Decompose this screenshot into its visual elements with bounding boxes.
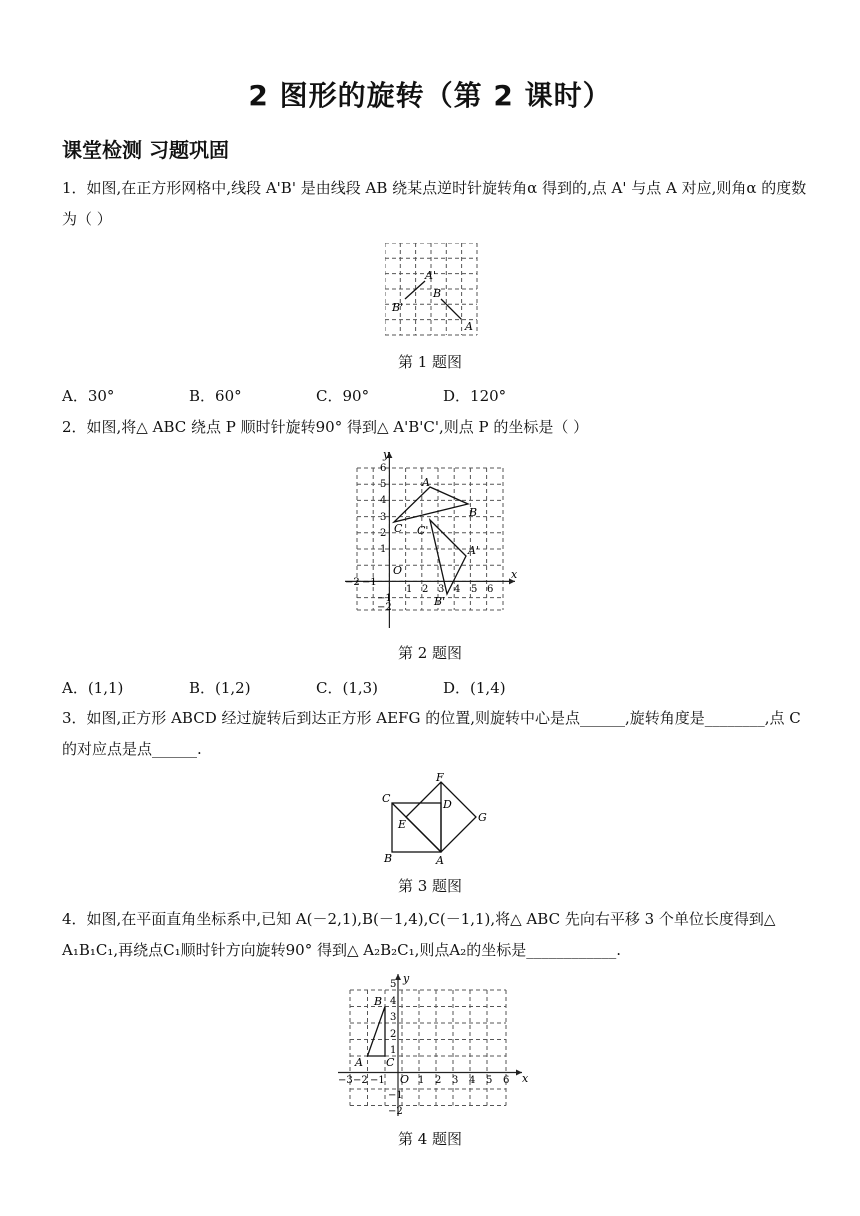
- choice-c[interactable]: C．90°: [316, 387, 370, 405]
- label-b: B: [433, 287, 442, 300]
- question-3-text: 3．如图,正方形 ABCD 经过旋转后到达正方形 AEFG 的位置,则旋转中心是点______,旋转角度是________,点 C 的对应点是点______.: [62, 709, 801, 758]
- label-g: G: [478, 811, 487, 824]
- label-a: A: [355, 1056, 363, 1069]
- label-b: B: [384, 852, 393, 865]
- question-2-text: 2．如图,将△ ABC 绕点 P 顺时针旋转90° 得到△ A'B'C',则点 P 的坐标是（ ）: [62, 418, 589, 436]
- choice-d[interactable]: D．120°: [443, 387, 507, 405]
- label-f: F: [436, 771, 444, 784]
- x-axis-label: x: [522, 1072, 529, 1085]
- label-c: C: [386, 1056, 395, 1069]
- x-tick: −2: [345, 577, 360, 588]
- x-tick: 3: [438, 584, 445, 595]
- question-4-text: 4．如图,在平面直角坐标系中,已知 A(－2,1),B(－1,4),C(－1,1),将△ ABC 先向右平移 3 个单位长度得到△ A₁B₁C₁,再绕点C₁顺时针方向旋转90° 得到△ A₂B₂C₁,则点A₂的坐标是____________.: [62, 910, 776, 959]
- figure-3-squares: [378, 770, 490, 866]
- y-tick: 5: [380, 479, 387, 490]
- figure-4-caption: 第 4 题图: [397, 1130, 463, 1148]
- y-tick: 2: [380, 528, 387, 539]
- y-axis-label: y: [383, 448, 390, 461]
- x-tick: 1: [418, 1075, 425, 1086]
- y-tick: −2: [388, 1106, 403, 1117]
- triangle-abc: [368, 1007, 386, 1057]
- label-a-prime: A': [468, 544, 479, 557]
- figure-2-coordinate-grid: [343, 448, 523, 630]
- page-title: 2 图形的旋转（第 2 课时）: [248, 79, 612, 112]
- choice-c[interactable]: C．(1,3): [316, 679, 379, 697]
- y-tick: 2: [390, 1029, 397, 1040]
- label-a-prime: A': [425, 269, 436, 282]
- question-2-choices: [62, 677, 570, 698]
- choice-b[interactable]: B．60°: [189, 387, 242, 405]
- x-tick: −3: [338, 1075, 353, 1086]
- label-e: E: [398, 818, 407, 831]
- choice-a[interactable]: A．(1,1): [62, 679, 124, 697]
- figure-2-caption: 第 2 题图: [397, 644, 463, 662]
- y-tick: 1: [380, 544, 387, 555]
- label-a: A: [465, 320, 473, 333]
- y-tick: −2: [377, 602, 392, 613]
- figure-1-caption: 第 1 题图: [397, 353, 463, 371]
- choice-a[interactable]: A．30°: [62, 387, 115, 405]
- x-tick: −2: [353, 1075, 368, 1086]
- choice-d[interactable]: D．(1,4): [443, 679, 506, 697]
- y-axis-label: y: [403, 972, 410, 985]
- x-tick: 5: [471, 584, 478, 595]
- x-tick: 1: [406, 584, 413, 595]
- y-tick: −1: [388, 1090, 403, 1101]
- segment-a-prime-b-prime: [405, 281, 425, 299]
- y-tick: 1: [390, 1045, 397, 1056]
- x-tick: 4: [454, 584, 461, 595]
- x-tick: −1: [370, 1075, 385, 1086]
- y-tick: 5: [390, 979, 397, 990]
- origin-label: O: [400, 1073, 410, 1086]
- figure-3-caption: 第 3 题图: [397, 877, 463, 895]
- x-tick: 2: [422, 584, 429, 595]
- label-b-prime: B': [434, 595, 446, 608]
- x-tick: 5: [486, 1075, 493, 1086]
- figure-1-grid: [385, 243, 481, 339]
- y-tick: 3: [390, 1012, 397, 1023]
- x-tick: 6: [503, 1075, 510, 1086]
- y-tick: −1: [377, 593, 392, 604]
- question-1-text: 1．如图,在正方形网格中,线段 A'B' 是由线段 AB 绕某点逆时针旋转角α 得到的,点 A' 与点 A 对应,则角α 的度数为（ ）: [62, 179, 807, 228]
- label-b-prime: B': [392, 301, 404, 314]
- label-c: C: [394, 522, 403, 535]
- x-tick: 2: [435, 1075, 442, 1086]
- triangle-a-prime-b-prime-c-prime: [430, 520, 466, 594]
- x-tick: −1: [362, 577, 377, 588]
- label-a: A: [436, 854, 444, 866]
- origin-label: O: [393, 564, 403, 577]
- x-tick: 3: [452, 1075, 459, 1086]
- y-tick: 4: [390, 996, 397, 1007]
- question-1-choices: [62, 385, 570, 406]
- label-a: A: [422, 476, 430, 489]
- section-heading: 课堂检测 习题巩固: [62, 138, 229, 162]
- label-d: D: [443, 798, 452, 811]
- x-tick: 4: [469, 1075, 476, 1086]
- x-tick: 6: [487, 584, 494, 595]
- segment-a-b: [441, 299, 462, 320]
- choice-b[interactable]: B．(1,2): [189, 679, 251, 697]
- label-b: B: [469, 506, 478, 519]
- y-tick: 6: [380, 463, 387, 474]
- x-axis-label: x: [511, 568, 518, 581]
- label-c-prime: C': [417, 524, 429, 537]
- y-tick: 4: [380, 495, 387, 506]
- figure-4-coordinate-grid: [336, 970, 532, 1120]
- y-tick: 3: [380, 512, 387, 523]
- label-b: B: [374, 995, 383, 1008]
- label-c: C: [382, 792, 391, 805]
